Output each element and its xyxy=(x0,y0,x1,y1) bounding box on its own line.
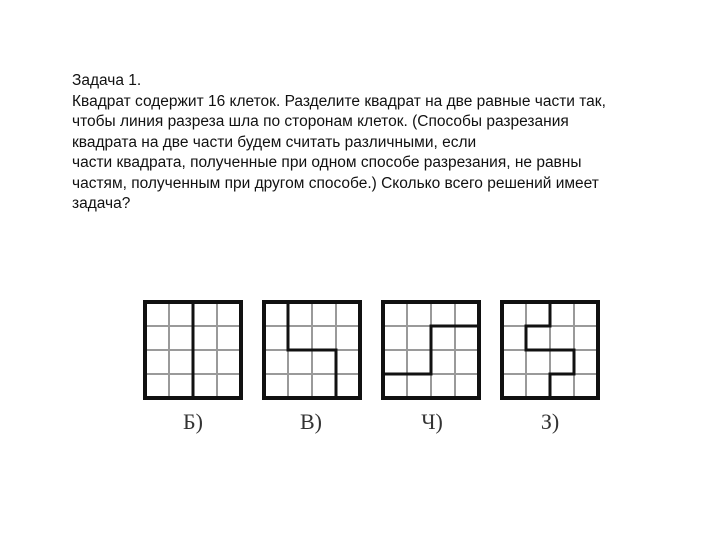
task-line-6: задача? xyxy=(72,195,131,212)
figure-b-grid xyxy=(145,302,241,398)
figure-label-ch: Ч) xyxy=(421,409,443,434)
figure-ch-grid xyxy=(383,302,479,398)
figure-z-cut xyxy=(526,302,574,398)
figure-z-grid xyxy=(502,302,598,398)
figure-v-grid xyxy=(264,302,360,398)
task-line-3: квадрата на две части будем считать различными, если xyxy=(72,133,477,151)
task-line-1: Квадрат содержит 16 клеток. Разделите квадрат на две равные части так, xyxy=(72,92,606,110)
figure-label-b: Б) xyxy=(183,409,203,434)
task-line-2: чтобы линия разреза шла по сторонам клеток. (Способы разрезания xyxy=(72,113,569,130)
task-title: Задача 1. xyxy=(72,72,142,89)
task-line-4: части квадрата, полученные при одном способе разрезания, не равны xyxy=(72,154,582,171)
figure-label-v: В) xyxy=(300,409,322,434)
task-line-5: частям, полученным при другом способе.) Сколько всего решений имеет xyxy=(72,174,599,192)
figure-label-z: З) xyxy=(540,409,560,434)
